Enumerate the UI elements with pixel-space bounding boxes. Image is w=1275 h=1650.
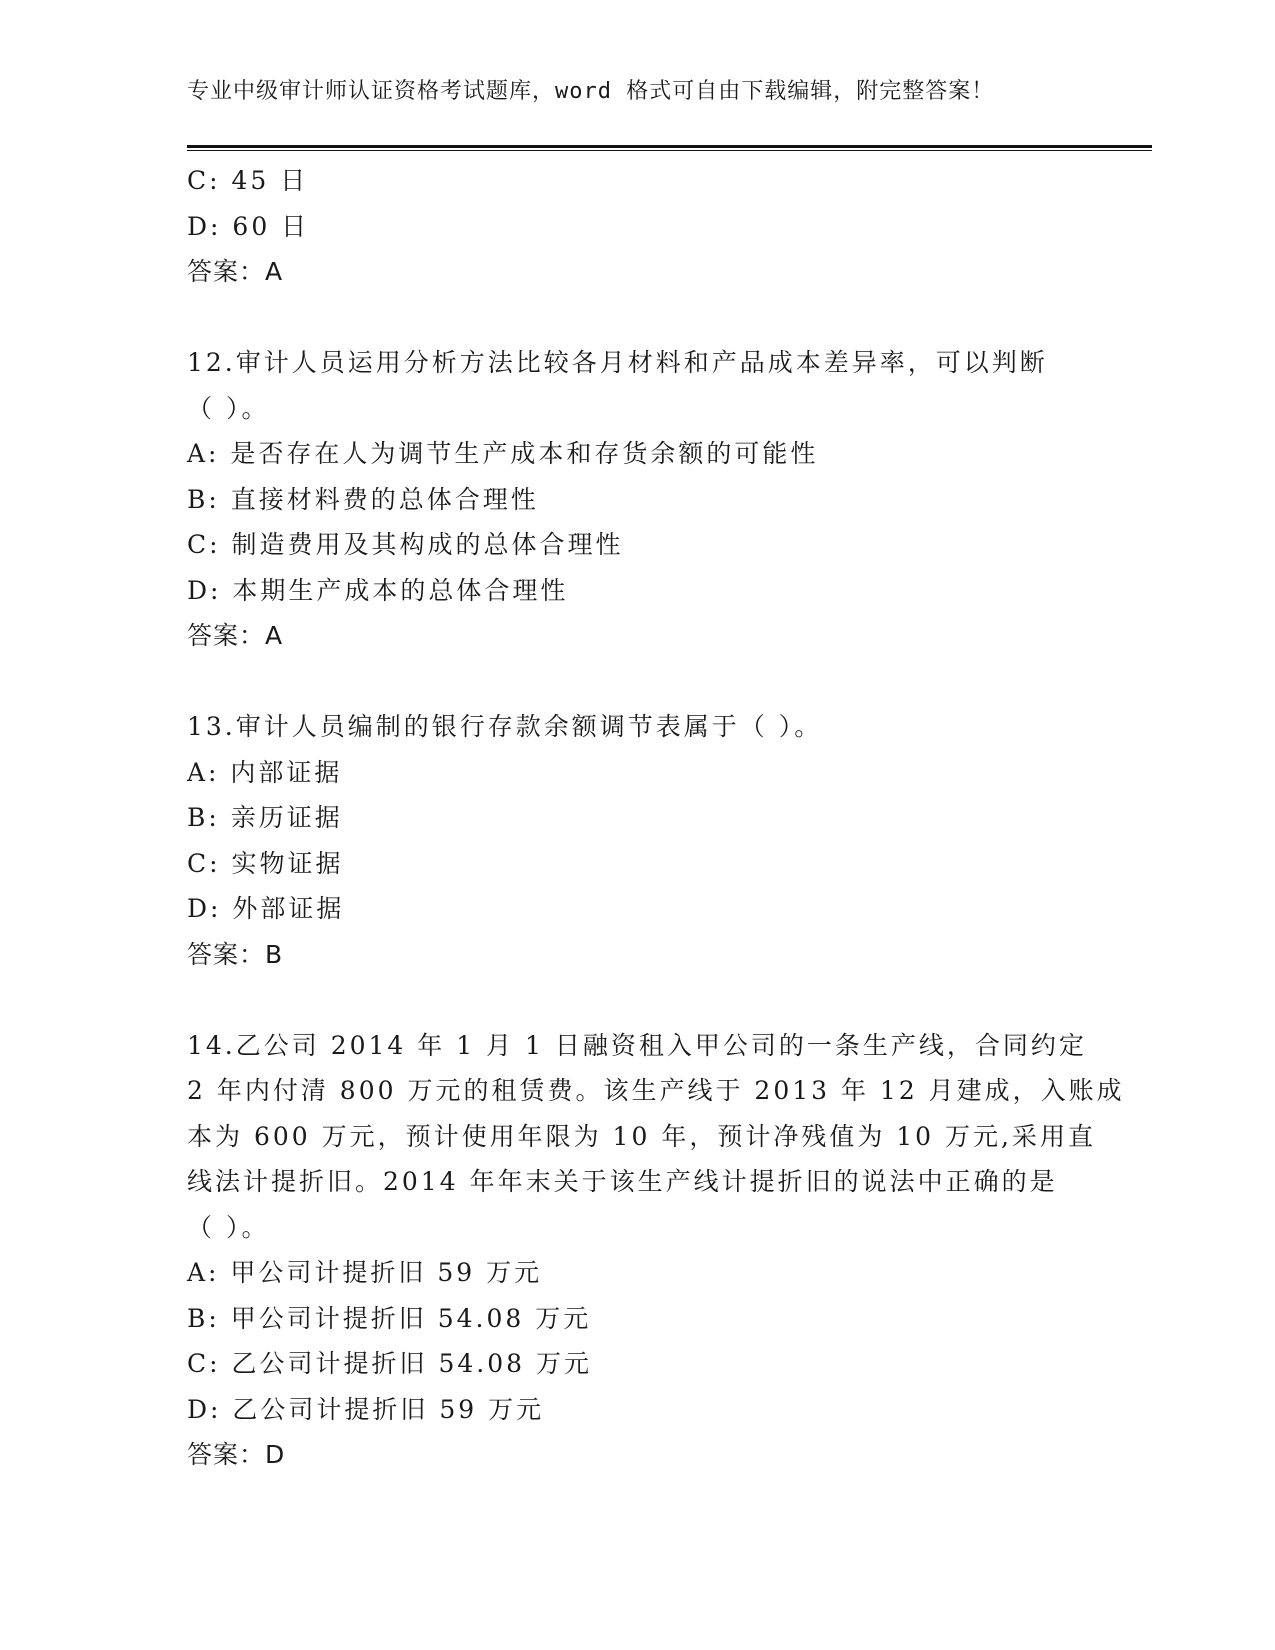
- option-line: D: 乙公司计提折旧 59 万元: [187, 1394, 545, 1424]
- carryover-block: [187, 158, 1087, 295]
- question-13: [187, 704, 1087, 977]
- answer-line: 答案：D: [187, 1440, 286, 1469]
- answer-line: 答案：B: [187, 939, 284, 969]
- page-header: 专业中级审计师认证资格考试题库，word 格式可自由下载编辑，附完整答案！: [187, 79, 995, 104]
- question-text-line: （ ）。: [187, 1212, 270, 1242]
- option-line: C: 45 日: [187, 166, 309, 195]
- option-line: D: 本期生产成本的总体合理性: [187, 575, 569, 605]
- header-rule-thin: [187, 150, 1152, 151]
- option-line: D: 60 日: [187, 211, 310, 241]
- question-text-line: 12.审计人员运用分析方法比较各月材料和产品成本差异率，可以判断: [187, 348, 1048, 377]
- option-line: C: 乙公司计提折旧 54.08 万元: [187, 1349, 592, 1378]
- question-content: [187, 158, 1125, 1478]
- header-rule-thick: [187, 145, 1152, 148]
- answer-line: 答案：A: [187, 257, 284, 286]
- option-line: B: 直接材料费的总体合理性: [187, 484, 539, 514]
- question-text-line: 2 年内付清 800 万元的租赁费。该生产线于 2013 年 12 月建成，入账成: [187, 1076, 1125, 1105]
- question-14: [187, 1023, 1125, 1478]
- option-line: A: 内部证据: [187, 757, 343, 787]
- question-text-line: 线法计提折旧。2014 年年末关于该生产线计提折旧的说法中正确的是: [187, 1167, 1058, 1196]
- option-line: A: 是否存在人为调节生产成本和存货余额的可能性: [187, 439, 819, 468]
- answer-line: 答案：A: [187, 621, 284, 650]
- question-text-line: 13.审计人员编制的银行存款余额调节表属于（ ）。: [187, 712, 823, 741]
- spacer: [187, 977, 1087, 1023]
- option-line: C: 制造费用及其构成的总体合理性: [187, 530, 624, 559]
- spacer: [187, 295, 1087, 341]
- question-text-line: 14.乙公司 2014 年 1 月 1 日融资租入甲公司的一条生产线，合同约定: [187, 1030, 1087, 1060]
- option-line: C: 实物证据: [187, 848, 344, 878]
- option-line: D: 外部证据: [187, 894, 345, 923]
- spacer: [187, 659, 1087, 705]
- option-line: A: 甲公司计提折旧 59 万元: [187, 1258, 543, 1287]
- question-text-line: （ ）。: [187, 393, 270, 423]
- question-text-line: 本为 600 万元，预计使用年限为 10 年，预计净残值为 10 万元,采用直: [187, 1121, 1096, 1151]
- option-line: B: 甲公司计提折旧 54.08 万元: [187, 1303, 592, 1333]
- option-line: B: 亲历证据: [187, 803, 343, 832]
- question-12: [187, 340, 1087, 659]
